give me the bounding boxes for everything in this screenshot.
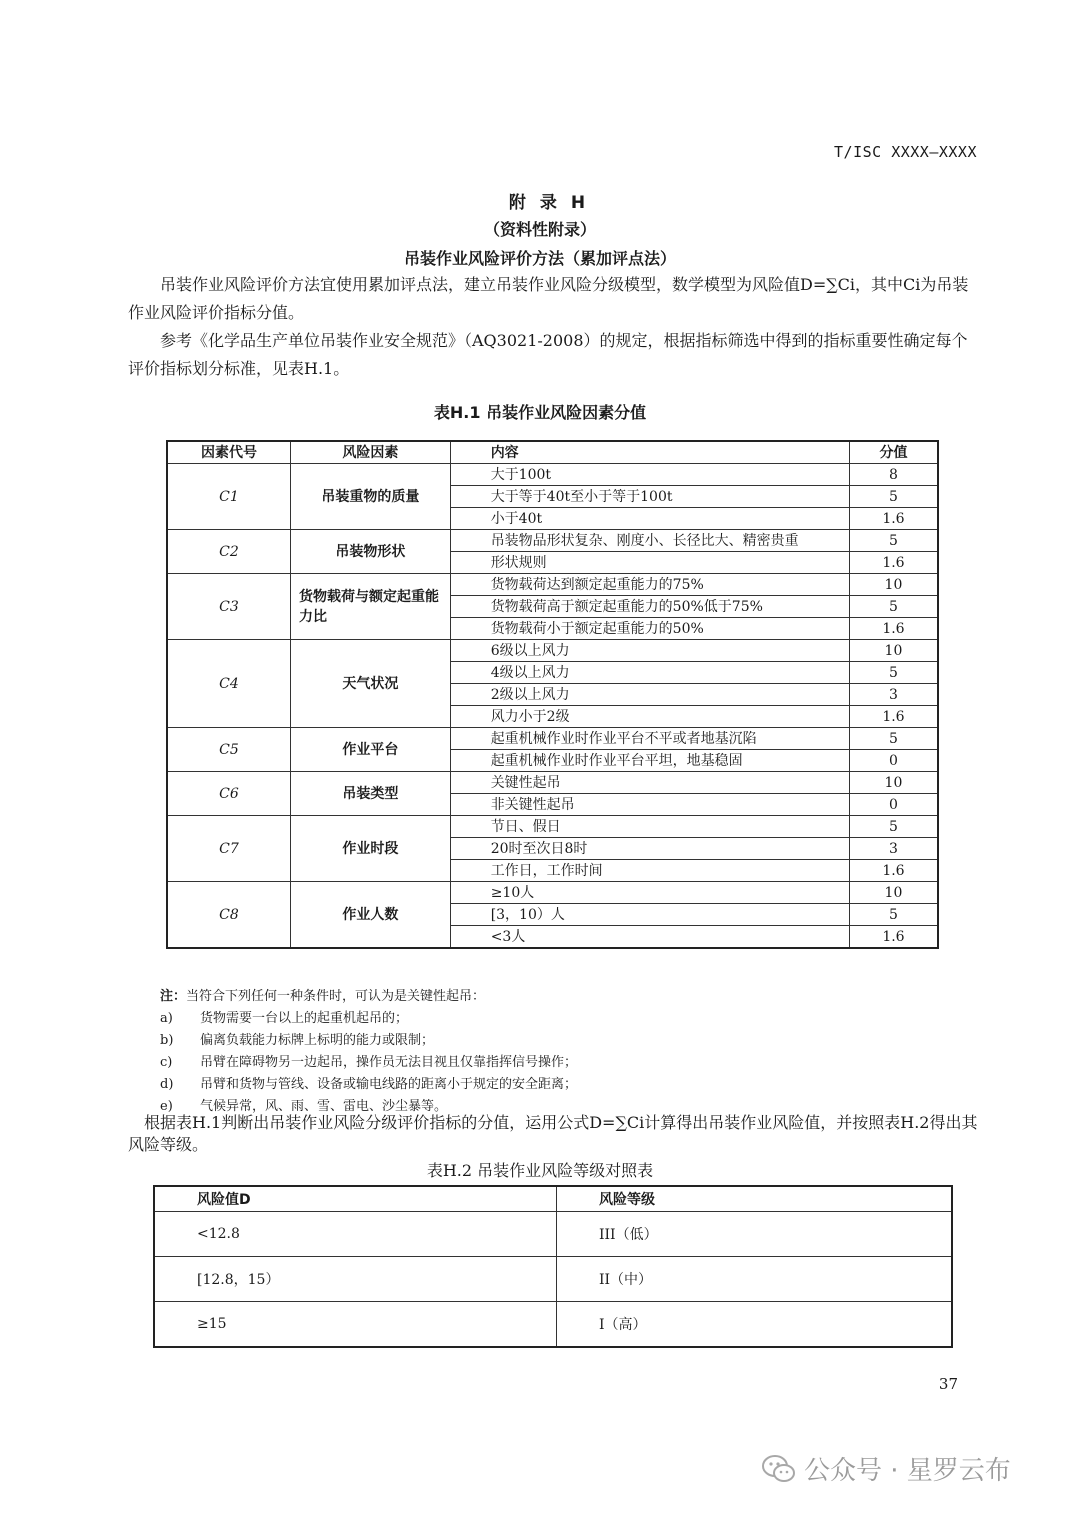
factor-score: 1.6 xyxy=(849,706,938,728)
factor-score: 5 xyxy=(849,662,938,684)
note-key: d) xyxy=(160,1077,174,1092)
factor-content: 风力小于2级 xyxy=(450,706,849,728)
factor-content: ≥10人 xyxy=(450,882,849,904)
header-risk-value: 风险值D xyxy=(154,1186,557,1212)
factor-content: 起重机械作业时作业平台平坦，地基稳固 xyxy=(450,750,849,772)
note-text: 货物需要一台以上的起重机起吊的； xyxy=(200,1011,409,1026)
factor-content: 工作日，工作时间 xyxy=(450,860,849,882)
note-text: 偏离负载能力标牌上标明的能力或限制； xyxy=(200,1033,435,1048)
factor-code: C3 xyxy=(167,574,290,640)
factor-score: 3 xyxy=(849,838,938,860)
risk-level-table xyxy=(153,1185,953,1348)
factor-score: 5 xyxy=(849,728,938,750)
factor-content: 关键性起吊 xyxy=(450,772,849,794)
note-key: b) xyxy=(160,1033,174,1048)
factor-code: C7 xyxy=(167,816,290,882)
factor-code: C4 xyxy=(167,640,290,728)
factor-score: 1.6 xyxy=(849,618,938,640)
table-row xyxy=(167,574,938,596)
header-score: 分值 xyxy=(849,441,938,464)
factor-content: <3人 xyxy=(450,926,849,949)
factor-name: 作业时段 xyxy=(290,816,450,882)
factor-score: 1.6 xyxy=(849,860,938,882)
notes-block xyxy=(160,986,980,1118)
factor-score: 1.6 xyxy=(849,552,938,574)
factor-content: 货物载荷达到额定起重能力的75% xyxy=(450,574,849,596)
factor-score: 1.6 xyxy=(849,926,938,949)
note-key: c) xyxy=(160,1055,173,1070)
factor-name: 吊装类型 xyxy=(290,772,450,816)
factor-score: 1.6 xyxy=(849,508,938,530)
factor-content: 起重机械作业时作业平台不平或者地基沉陷 xyxy=(450,728,849,750)
table2-body xyxy=(154,1212,952,1348)
factor-name: 作业平台 xyxy=(290,728,450,772)
paragraph-intro: 吊装作业风险评价方法宜使用累加评点法，建立吊装作业风险分级模型，数学模型为风险值D=∑Ci，其中Ci为吊装作业风险评价指标分值。 xyxy=(128,275,969,322)
risk-level: I（高） xyxy=(557,1302,953,1348)
note-key: a) xyxy=(160,1011,173,1026)
table1-header-row xyxy=(167,441,938,464)
factor-score: 5 xyxy=(849,904,938,926)
header-content: 内容 xyxy=(450,441,849,464)
note-item xyxy=(160,1074,980,1096)
factor-score: 5 xyxy=(849,530,938,552)
risk-value: ≥15 xyxy=(154,1302,557,1348)
note-text: 吊臂在障碍物另一边起吊，操作员无法目视且仅靠指挥信号操作； xyxy=(200,1055,578,1070)
risk-factor-table xyxy=(166,440,939,949)
factor-score: 10 xyxy=(849,574,938,596)
factor-content: 6级以上风力 xyxy=(450,640,849,662)
factor-score: 0 xyxy=(849,750,938,772)
page-number: 37 xyxy=(938,1375,958,1393)
table-row xyxy=(154,1257,952,1302)
factor-score: 5 xyxy=(849,596,938,618)
factor-name: 吊装物形状 xyxy=(290,530,450,574)
notes-intro: 注：当符合下列任何一种条件时，可认为是关键性起吊： xyxy=(160,989,486,1004)
method-title: 吊装作业风险评价方法（累加评点法） xyxy=(403,249,676,268)
table1-caption: 表H.1 吊装作业风险因素分值 xyxy=(433,403,647,422)
document-code: T/ISC XXXX—XXXX xyxy=(834,143,977,161)
factor-score: 5 xyxy=(849,486,938,508)
table-row xyxy=(167,464,938,486)
table-row xyxy=(154,1212,952,1257)
risk-level: II（中） xyxy=(557,1257,953,1302)
paragraph-reference: 参考《化学品生产单位吊装作业安全规范》（AQ3021-2008）的规定，根据指标筛选中得到的指标重要性确定每个评价指标划分标准，见表H.1。 xyxy=(128,331,968,378)
wechat-icon xyxy=(762,1454,796,1484)
table-row xyxy=(167,882,938,904)
factor-score: 8 xyxy=(849,464,938,486)
table-row xyxy=(167,816,938,838)
factor-code: C2 xyxy=(167,530,290,574)
note-text: 气候异常，风、雨、雪、雷电、沙尘暴等。 xyxy=(200,1099,448,1114)
factor-content: 货物载荷高于额定起重能力的50%低于75% xyxy=(450,596,849,618)
factor-content: 大于100t xyxy=(450,464,849,486)
factor-content: 吊装物品形状复杂、刚度小、长径比大、精密贵重 xyxy=(450,530,849,552)
factor-name: 吊装重物的质量 xyxy=(290,464,450,530)
table1-body xyxy=(167,464,938,949)
risk-value: <12.8 xyxy=(154,1212,557,1257)
note-item xyxy=(160,1030,980,1052)
factor-content: 小于40t xyxy=(450,508,849,530)
factor-code: C1 xyxy=(167,464,290,530)
factor-content: 4级以上风力 xyxy=(450,662,849,684)
table-row xyxy=(167,640,938,662)
factor-content: [3，10）人 xyxy=(450,904,849,926)
factor-score: 3 xyxy=(849,684,938,706)
note-key: e) xyxy=(160,1099,173,1114)
factor-score: 10 xyxy=(849,640,938,662)
factor-content: 大于等于40t至小于等于100t xyxy=(450,486,849,508)
factor-code: C6 xyxy=(167,772,290,816)
factor-name: 天气状况 xyxy=(290,640,450,728)
factor-score: 10 xyxy=(849,772,938,794)
factor-content: 20时至次日8时 xyxy=(450,838,849,860)
note-text: 吊臂和货物与管线、设备或输电线路的距离小于规定的安全距离； xyxy=(200,1077,578,1092)
risk-value: [12.8，15） xyxy=(154,1257,557,1302)
factor-content: 形状规则 xyxy=(450,552,849,574)
table-row xyxy=(167,772,938,794)
risk-level: III（低） xyxy=(557,1212,953,1257)
appendix-nature: （资料性附录） xyxy=(483,220,596,239)
factor-content: 非关键性起吊 xyxy=(450,794,849,816)
header-code: 因素代号 xyxy=(167,441,290,464)
factor-content: 节日、假日 xyxy=(450,816,849,838)
paragraph-calculation: 根据表H.1判断出吊装作业风险分级评价指标的分值，运用公式D=∑Ci计算得出吊装作业风险值，并按照表H.2得出其风险等级。 xyxy=(128,1113,978,1154)
watermark: 公众号 · 星罗云布 xyxy=(762,1450,1011,1487)
factor-score: 10 xyxy=(849,882,938,904)
factor-code: C5 xyxy=(167,728,290,772)
header-risk-level: 风险等级 xyxy=(557,1186,953,1212)
factor-content: 货物载荷小于额定起重能力的50% xyxy=(450,618,849,640)
appendix-title: 附录H xyxy=(508,193,600,213)
factor-content: 2级以上风力 xyxy=(450,684,849,706)
header-factor: 风险因素 xyxy=(290,441,450,464)
table-row xyxy=(154,1302,952,1348)
table-row xyxy=(167,728,938,750)
note-item xyxy=(160,1008,980,1030)
notes-list xyxy=(160,1008,980,1118)
note-item xyxy=(160,1052,980,1074)
factor-code: C8 xyxy=(167,882,290,949)
factor-score: 5 xyxy=(849,816,938,838)
factor-name: 货物载荷与额定起重能力比 xyxy=(290,574,450,640)
table2-header-row xyxy=(154,1186,952,1212)
factor-score: 0 xyxy=(849,794,938,816)
factor-name: 作业人数 xyxy=(290,882,450,949)
table-row xyxy=(167,530,938,552)
table2-caption: 表H.2 吊装作业风险等级对照表 xyxy=(426,1161,654,1180)
